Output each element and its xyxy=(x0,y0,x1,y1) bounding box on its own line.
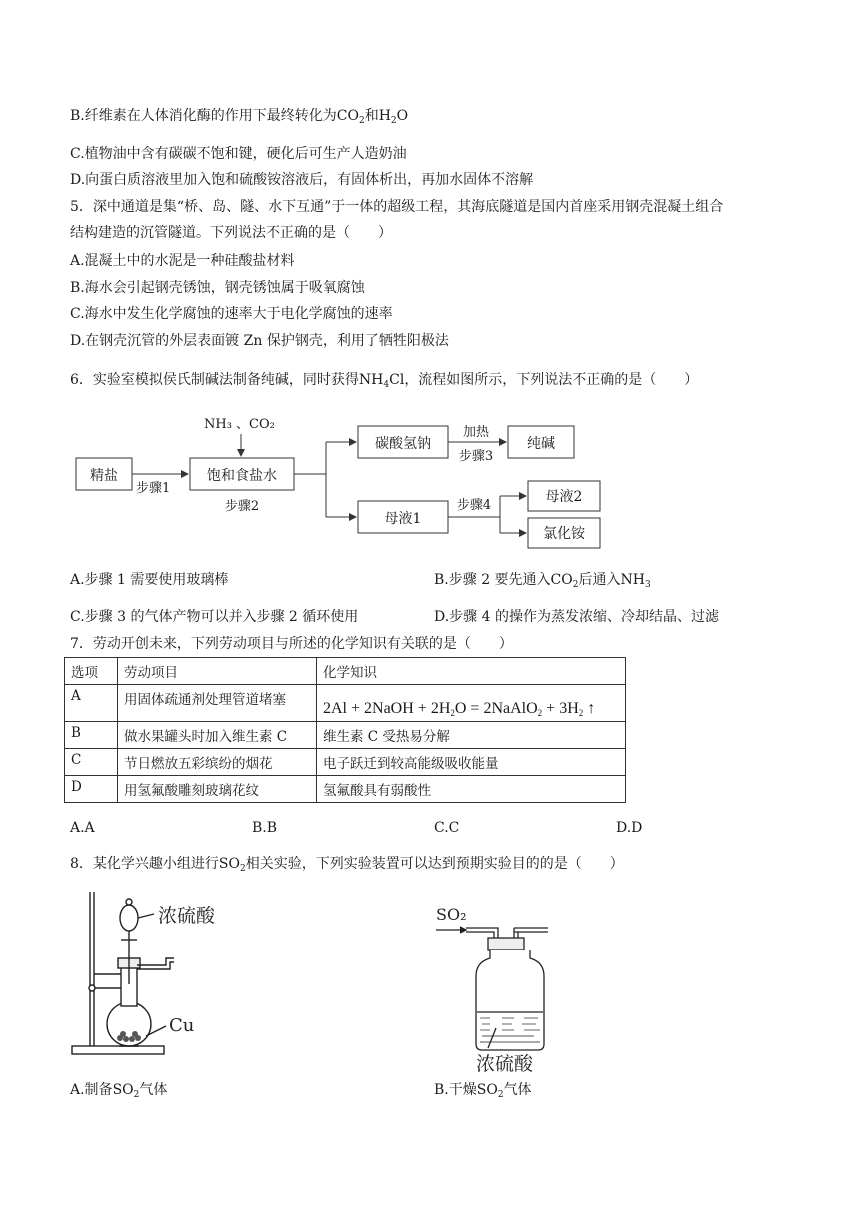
table-cell: 用氢氟酸雕刻玻璃花纹 xyxy=(118,776,317,803)
reaction-equation: 2Al + 2NaOH + $2H_2O$ = 2NaAlO$_2$ + $3H_2$ ↑ xyxy=(323,700,596,718)
flow-step4: 步骤4 xyxy=(456,498,492,513)
table-cell-equation xyxy=(317,685,626,722)
table-header-cell: 化学知识 xyxy=(317,658,626,685)
q6-option-d: D.步骤 4 的操作为蒸发浓缩、冷却结晶、过滤 xyxy=(434,609,719,625)
q7-stem: 7．劳动开创未来，下列劳动项目与所述的化学知识有关联的是（ ） xyxy=(70,636,513,652)
flow-box-soda-label: 纯碱 xyxy=(527,436,555,452)
flow-box-bicarb-label: 碳酸氢钠 xyxy=(375,436,431,452)
table-cell: 维生素 C 受热易分解 xyxy=(317,722,626,749)
q6-option-b: B.步骤 2 要先通入$CO_2$后通入$NH_3$ xyxy=(434,572,651,590)
flow-box-mother2-label: 母液2 xyxy=(545,489,583,505)
q6-option-a: A.步骤 1 需要使用玻璃棒 xyxy=(70,572,229,588)
q7-answer-d: D.D xyxy=(616,820,643,836)
table-cell: 氢氟酸具有弱酸性 xyxy=(317,776,626,803)
fig-b-acid-label: 浓硫酸 xyxy=(476,1053,534,1075)
table-cell: C xyxy=(65,749,118,776)
table-header-row xyxy=(65,658,626,685)
table-cell: 用固体疏通剂处理管道堵塞 xyxy=(118,685,317,722)
q5-stem-line1: 5．深中通道是集“桥、岛、隧、水下互通”于一体的超级工程，其海底隧道是国内首座采用钢壳混凝土组合 xyxy=(70,199,724,215)
table-cell: 电子跃迁到较高能级吸收能量 xyxy=(317,749,626,776)
q8-figure-b-wash-bottle xyxy=(430,900,590,1075)
q7-answer-c: C.C xyxy=(434,820,460,836)
table-header-cell: 劳动项目 xyxy=(118,658,317,685)
q4-option-b: B.纤维素在人体消化酶的作用下最终转化为$CO_2$和$H_2O$ xyxy=(70,108,409,126)
q5-option-c: C.海水中发生化学腐蚀的速率大于电化学腐蚀的速率 xyxy=(70,306,393,322)
q5-option-b: B.海水会引起钢壳锈蚀，钢壳锈蚀属于吸氧腐蚀 xyxy=(70,280,365,296)
flow-input-gas: NH₃ 、CO₂ xyxy=(204,417,275,432)
q8-option-b: B.干燥$SO_2$气体 xyxy=(434,1082,532,1100)
q6-stem: 6．实验室模拟侯氏制碱法制备纯碱，同时获得$NH_4Cl$，流程如图所示，下列说法不正确的是（ ） xyxy=(70,372,699,390)
q4-option-d: D.向蛋白质溶液里加入饱和硫酸铵溶液后，有固体析出，再加水固体不溶解 xyxy=(70,172,534,188)
table-cell: B xyxy=(65,722,118,749)
fig-a-acid-label: 浓硫酸 xyxy=(158,905,216,927)
table-row xyxy=(65,749,626,776)
table-row xyxy=(65,776,626,803)
flow-box-mother1-label: 母液1 xyxy=(384,511,422,527)
flow-heat: 加热 xyxy=(462,425,490,440)
q7-answer-a: A.A xyxy=(70,820,95,836)
table-cell: D xyxy=(65,776,118,803)
q7-answer-b: B.B xyxy=(252,820,278,836)
flow-step3: 步骤3 xyxy=(458,449,494,464)
q5-option-d: D.在钢壳沉管的外层表面镀 Zn 保护钢壳，利用了牺牲阳极法 xyxy=(70,333,449,349)
q7-table xyxy=(64,657,626,803)
q5-stem-line2: 结构建造的沉管隧道。下列说法不正确的是（ ） xyxy=(70,225,392,241)
flow-step2: 步骤2 xyxy=(224,499,260,514)
q8-figure-a-apparatus xyxy=(66,888,286,1063)
table-header-cell: 选项 xyxy=(65,658,118,685)
fig-b-gas-label: SO₂ xyxy=(436,905,467,924)
q8-option-a: A.制备$SO_2$气体 xyxy=(70,1082,168,1100)
flow-box-brine-label: 饱和食盐水 xyxy=(207,468,277,484)
q4-option-c: C.植物油中含有碳碳不饱和键，硬化后可生产人造奶油 xyxy=(70,146,407,162)
flow-step1: 步骤1 xyxy=(136,481,171,496)
flow-box-nh4cl-label: 氯化铵 xyxy=(543,526,585,542)
table-cell: A xyxy=(65,685,118,722)
fig-a-cu-label: Cu xyxy=(169,1015,195,1036)
table-row xyxy=(65,722,626,749)
table-cell: 节日燃放五彩缤纷的烟花 xyxy=(118,749,317,776)
q6-option-c: C.步骤 3 的气体产物可以并入步骤 2 循环使用 xyxy=(70,609,359,625)
q5-option-a: A.混凝土中的水泥是一种硅酸盐材料 xyxy=(70,253,295,269)
q6-flowchart xyxy=(0,400,860,580)
q8-stem: 8．某化学兴趣小组进行$SO_2$相关实验，下列实验装置可以达到预期实验目的的是（ ） xyxy=(70,856,624,874)
table-row xyxy=(65,685,626,722)
flow-box-salt-label: 精盐 xyxy=(90,468,118,484)
table-cell: 做水果罐头时加入维生素 C xyxy=(118,722,317,749)
